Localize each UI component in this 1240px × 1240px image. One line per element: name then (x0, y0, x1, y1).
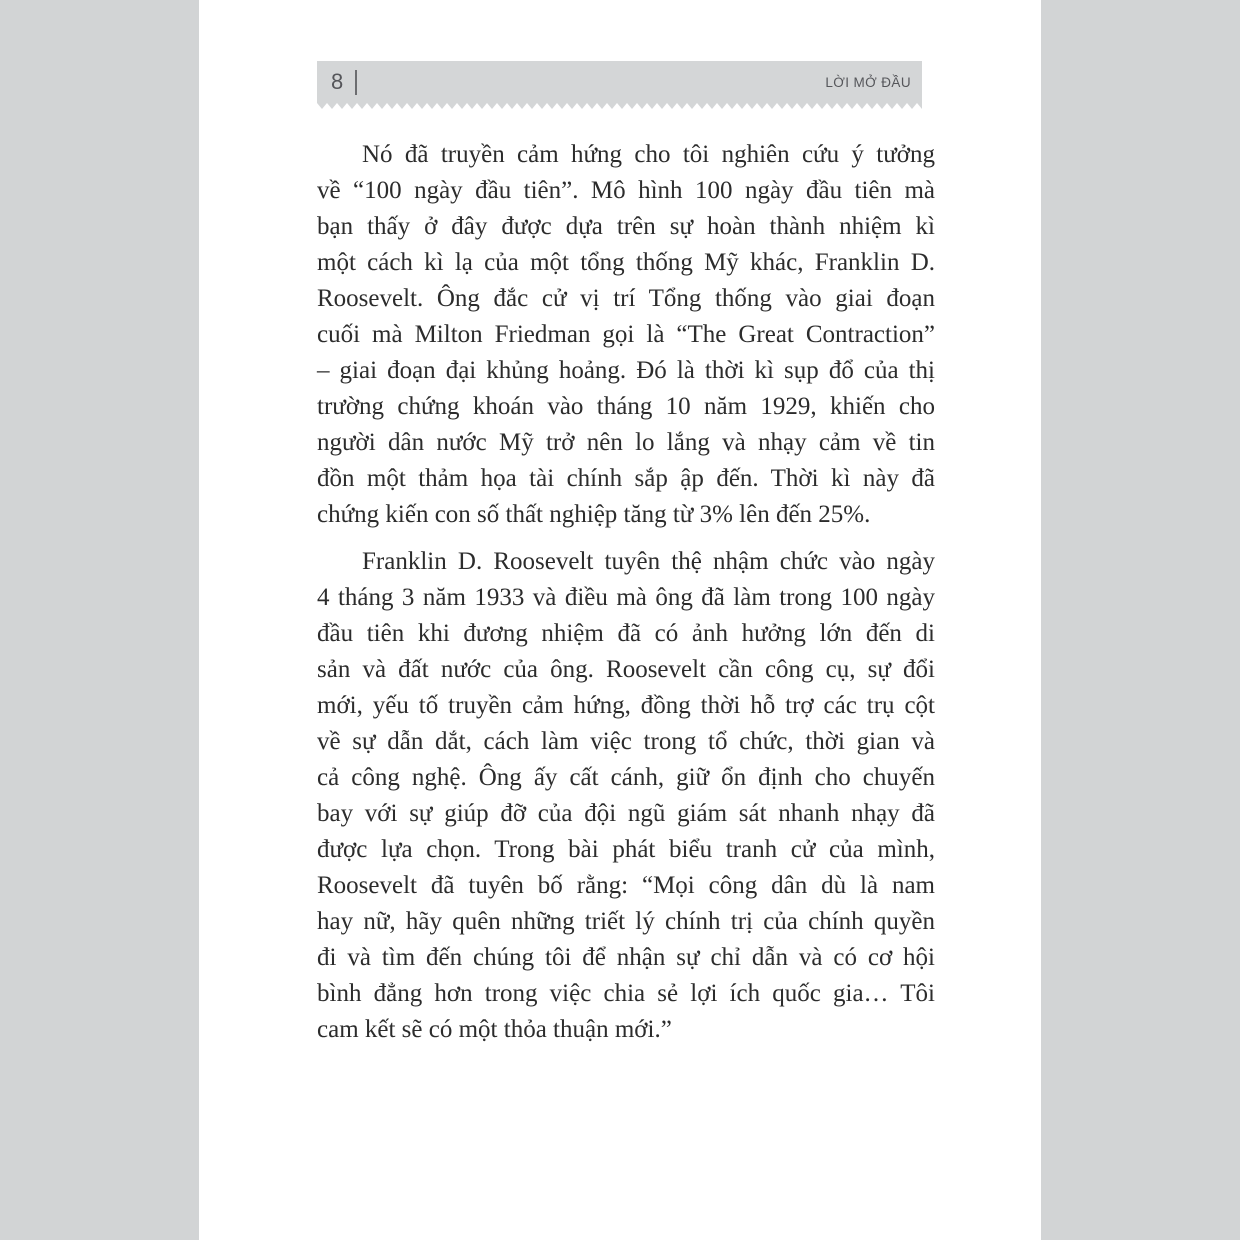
text-line: 4 tháng 3 năm 1933 và điều mà ông đã làm trong 100 ngày (317, 584, 935, 611)
text-line: trường chứng khoán vào tháng 10 năm 1929, khiến cho (317, 393, 935, 420)
text-line: người dân nước Mỹ trở nên lo lắng và nhạy cảm về tin (317, 429, 935, 456)
text-line: Franklin D. Roosevelt tuyên thệ nhậm chức vào ngày (362, 548, 935, 575)
text-line: bạn thấy ở đây được dựa trên sự hoàn thành nhiệm kì (317, 213, 935, 240)
text-line: được lựa chọn. Trong bài phát biểu tranh cử của mình, (317, 836, 935, 863)
page-number-group (331, 61, 357, 103)
text-line: bình đẳng hơn trong việc chia sẻ lợi ích quốc gia… Tôi (317, 980, 935, 1007)
book-page (199, 0, 1041, 1240)
text-line: về “100 ngày đầu tiên”. Mô hình 100 ngày đầu tiên mà (317, 177, 935, 204)
paragraph-1 (317, 137, 935, 533)
torn-edge-decoration (317, 103, 922, 109)
body-text (317, 137, 935, 1048)
text-line: cuối mà Milton Friedman gọi là “The Great Contraction” (317, 321, 935, 348)
text-line: Roosevelt. Ông đắc cử vị trí Tổng thống vào giai đoạn (317, 285, 935, 312)
text-line: Nó đã truyền cảm hứng cho tôi nghiên cứu ý tưởng (362, 141, 935, 168)
text-line: đi và tìm đến chúng tôi để nhận sự chỉ dẫn và có cơ hội (317, 944, 935, 971)
text-line: đồn một thảm họa tài chính sắp ập đến. Thời kì này đã (317, 465, 935, 492)
page-number: 8 (331, 69, 344, 94)
text-line: Roosevelt đã tuyên bố rằng: “Mọi công dân dù là nam (317, 872, 935, 899)
text-line: bay với sự giúp đỡ của đội ngũ giám sát nhanh nhạy đã (317, 800, 935, 827)
text-line: đầu tiên khi đương nhiệm đã có ảnh hưởng lớn đến di (317, 620, 935, 647)
text-line: một cách kì lạ của một tổng thống Mỹ khác, Franklin D. (317, 249, 935, 276)
page-header (317, 61, 922, 103)
text-line: hay nữ, hãy quên những triết lý chính trị của chính quyền (317, 908, 935, 935)
text-line: sản và đất nước của ông. Roosevelt cần công cụ, sự đổi (317, 656, 935, 683)
text-line: cả công nghệ. Ông ấy cất cánh, giữ ổn định cho chuyến (317, 764, 935, 791)
chapter-title: LỜI MỞ ĐẦU (825, 74, 911, 90)
text-line: chứng kiến con số thất nghiệp tăng từ 3% lên đến 25%. (317, 501, 871, 528)
text-line: cam kết sẽ có một thỏa thuận mới.” (317, 1016, 672, 1043)
text-line: – giai đoạn đại khủng hoảng. Đó là thời kì sụp đổ của thị (317, 357, 935, 384)
header-divider (355, 70, 357, 95)
text-line: về sự dẫn dắt, cách làm việc trong tổ chức, thời gian và (317, 728, 935, 755)
text-line: mới, yếu tố truyền cảm hứng, đồng thời hỗ trợ các trụ cột (317, 692, 935, 719)
paragraph-2 (317, 544, 935, 1048)
